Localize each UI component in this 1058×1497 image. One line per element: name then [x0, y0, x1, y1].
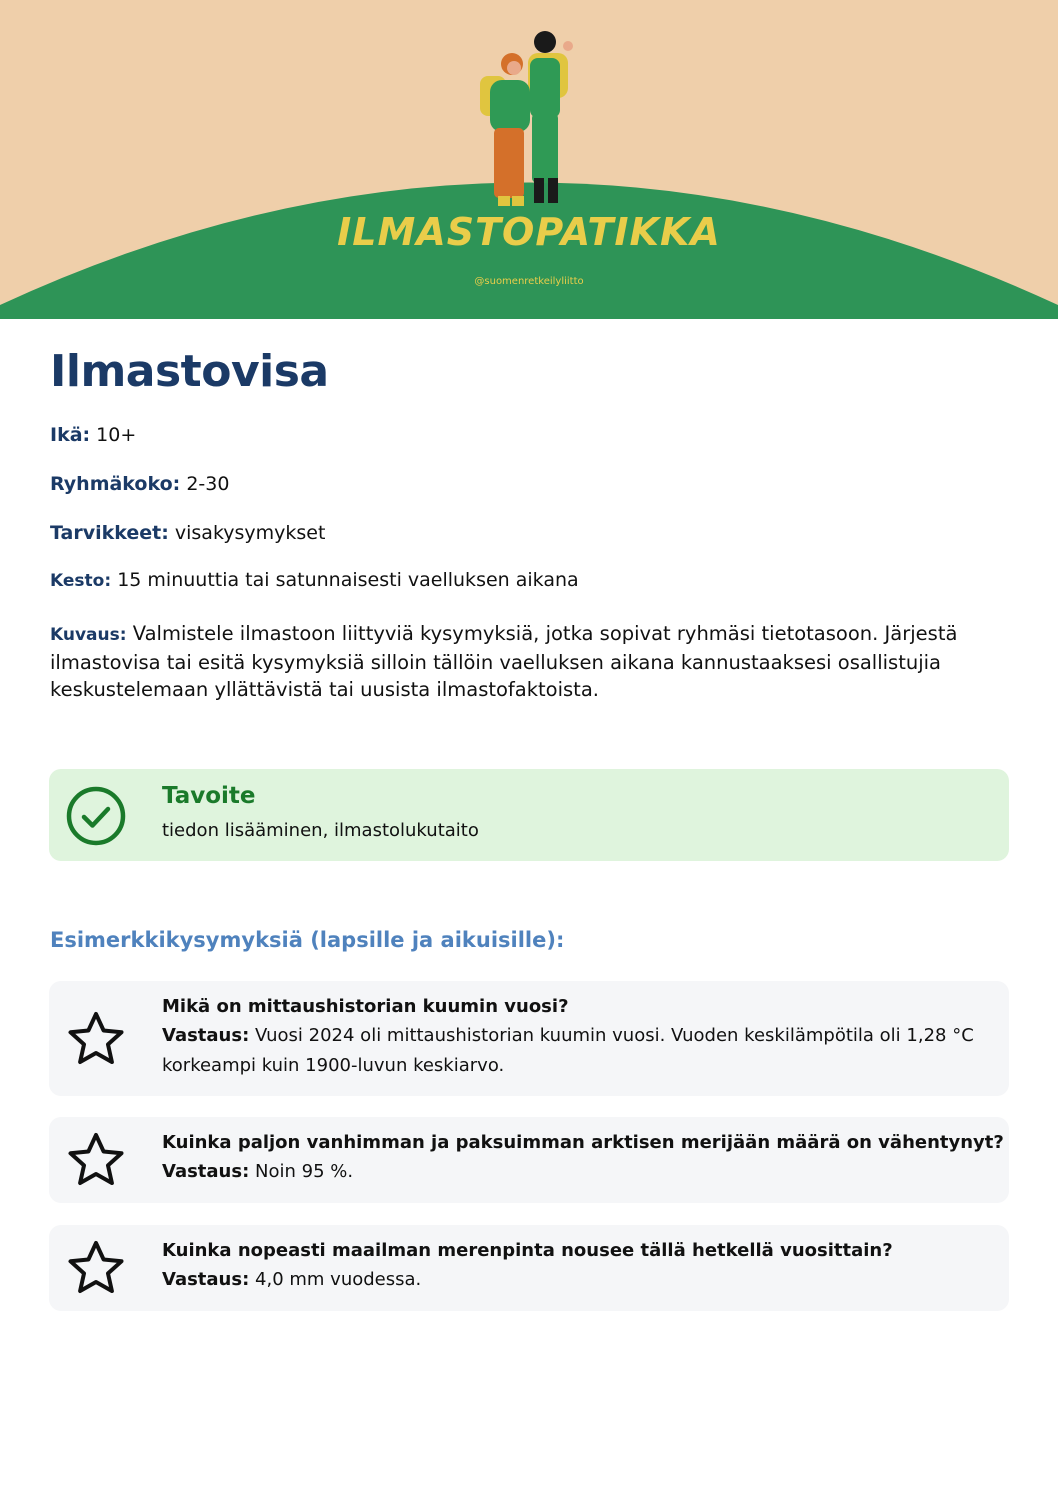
answer — [162, 1265, 992, 1295]
answer-label: Vastaus: — [162, 1025, 250, 1046]
answer — [162, 1157, 992, 1187]
question-text: Kuinka nopeasti maailman merenpinta nousee tällä hetkellä vuosittain? — [162, 1240, 893, 1261]
answer-label: Vastaus: — [162, 1161, 250, 1182]
question-text: Kuinka paljon vanhimman ja paksuimman arktisen merijään määrä on vähentynyt? — [162, 1132, 1004, 1153]
question-text: Mikä on mittaushistorian kuumin vuosi? — [162, 996, 569, 1017]
answer-label: Vastaus: — [162, 1269, 250, 1290]
goal-box — [49, 769, 1009, 861]
group-size-label: Ryhmäkoko: — [50, 473, 181, 495]
header-banner — [0, 0, 1058, 319]
description-text: Valmistele ilmastoon liittyviä kysymyksiä, jotka sopivat ryhmäsi tietotasoon. Järjestä ilmastovisa tai esitä kysymyksiä silloin tällöin vaelluksen aikana kannustaaksesi osallistujia keskustelemaan yllättävistä tai uusista ilmastofaktoista. — [50, 622, 958, 701]
content — [50, 346, 1010, 397]
star-icon — [65, 1009, 127, 1071]
meta-supplies — [50, 522, 325, 544]
description — [50, 620, 1000, 703]
examples-title: Esimerkkikysymyksiä (lapsille ja aikuisille): — [50, 928, 565, 952]
duration-value: 15 minuuttia tai satunnaisesti vaelluksen aikana — [117, 569, 579, 591]
question-card-2 — [49, 1117, 1009, 1203]
question-card-1 — [49, 981, 1009, 1096]
group-size-value: 2-30 — [186, 473, 230, 495]
star-icon — [65, 1238, 127, 1300]
description-label: Kuvaus: — [50, 625, 127, 645]
goal-title: Tavoite — [162, 783, 256, 809]
check-circle-icon — [65, 785, 127, 847]
supplies-label: Tarvikkeet: — [50, 522, 169, 544]
meta-group-size — [50, 473, 229, 495]
answer — [162, 1021, 992, 1081]
brand-handle: @suomenretkeilyliitto — [474, 276, 584, 287]
answer-text: Vuosi 2024 oli mittaushistorian kuumin vuosi. Vuoden keskilämpötila oli 1,28 °C korkeampi kuin 1900-luvun keskiarvo. — [162, 1025, 974, 1076]
answer-text: Noin 95 %. — [255, 1161, 354, 1182]
meta-duration — [50, 569, 579, 591]
hikers-illustration — [470, 28, 590, 213]
question-card-3 — [49, 1225, 1009, 1311]
duration-label: Kesto: — [50, 571, 112, 591]
age-value: 10+ — [96, 424, 137, 446]
page-title: Ilmastovisa — [50, 346, 329, 397]
meta-age — [50, 424, 136, 446]
goal-text: tiedon lisääminen, ilmastolukutaito — [162, 820, 479, 841]
supplies-value: visakysymykset — [174, 522, 326, 544]
brand-title: ILMASTOPATIKKA — [337, 210, 721, 254]
answer-text: 4,0 mm vuodessa. — [255, 1269, 422, 1290]
age-label: Ikä: — [50, 424, 91, 446]
star-icon — [65, 1130, 127, 1192]
